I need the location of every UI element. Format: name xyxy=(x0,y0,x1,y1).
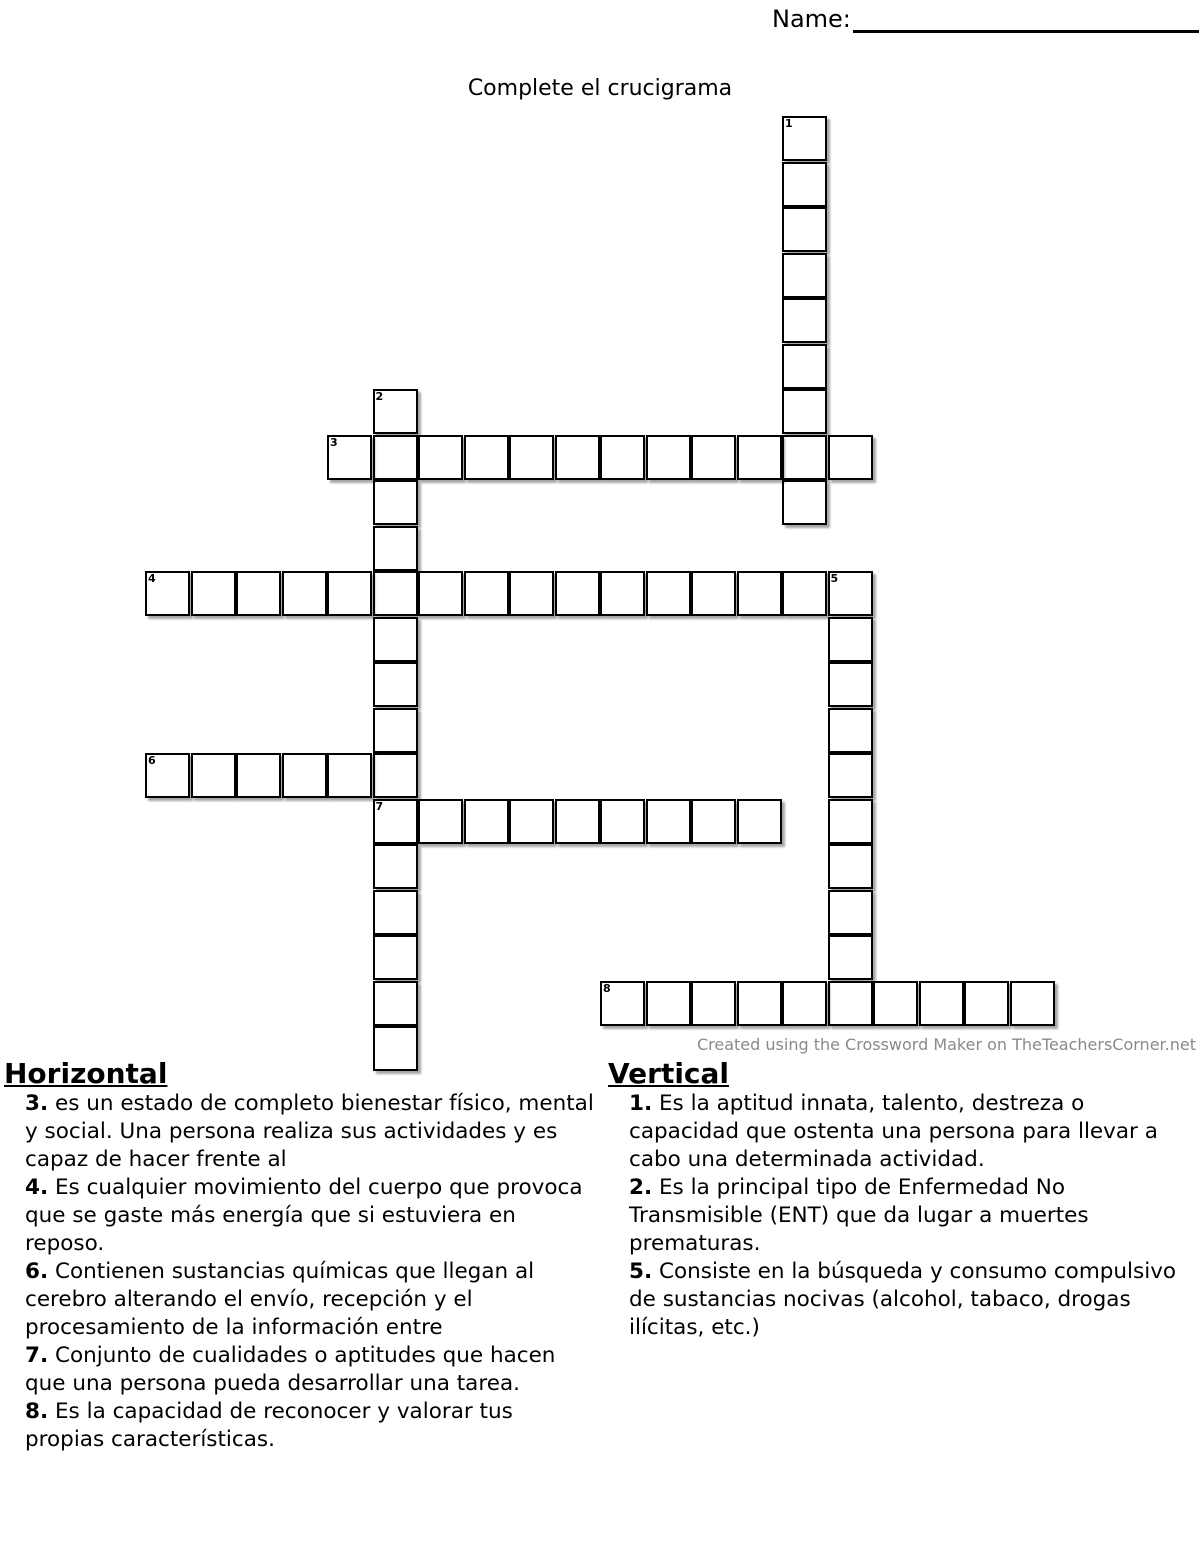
crossword-cell[interactable] xyxy=(418,571,463,616)
crossword-cell[interactable] xyxy=(691,435,736,480)
crossword-cell[interactable] xyxy=(782,435,827,480)
crossword-cell[interactable] xyxy=(555,435,600,480)
crossword-cell[interactable] xyxy=(464,571,509,616)
page-title: Complete el crucigrama xyxy=(467,76,733,101)
crossword-cell[interactable] xyxy=(782,571,827,616)
clue-across-4 xyxy=(4,1174,594,1258)
clue-number-label: 4 xyxy=(148,572,156,585)
crossword-cell[interactable] xyxy=(782,344,827,389)
crossword-cell[interactable] xyxy=(737,435,782,480)
crossword-cell[interactable] xyxy=(282,753,327,798)
crossword-cell[interactable] xyxy=(464,435,509,480)
crossword-cell[interactable] xyxy=(191,571,236,616)
crossword-cell[interactable] xyxy=(691,981,736,1026)
clue-text: Es la aptitud innata, talento, destreza o capacidad que ostenta una persona para llevar a cabo una determinada actividad. xyxy=(629,1091,1158,1172)
clue-text: Contienen sustancias químicas que llegan al cerebro alterando el envío, recepción y el procesamiento de la información entre xyxy=(25,1259,535,1340)
crossword-cell[interactable] xyxy=(646,799,691,844)
crossword-cell[interactable] xyxy=(373,844,418,889)
crossword-cell[interactable] xyxy=(782,116,827,161)
crossword-cell[interactable] xyxy=(828,844,873,889)
crossword-cell[interactable] xyxy=(373,389,418,434)
crossword-cell[interactable] xyxy=(646,981,691,1026)
crossword-cell[interactable] xyxy=(782,298,827,343)
crossword-cell[interactable] xyxy=(373,662,418,707)
clue-number-label: 1 xyxy=(785,117,793,130)
crossword-cell[interactable] xyxy=(828,890,873,935)
crossword-cell[interactable] xyxy=(373,708,418,753)
crossword-cell[interactable] xyxy=(555,571,600,616)
clue-number-label: 2 xyxy=(375,390,384,403)
clue-number: 8. xyxy=(25,1399,49,1424)
crossword-cell[interactable] xyxy=(828,571,873,616)
crossword-cell[interactable] xyxy=(964,981,1009,1026)
crossword-cell[interactable] xyxy=(145,753,190,798)
clue-text: Es la principal tipo de Enfermedad No Transmisible (ENT) que da lugar a muertes prematuras. xyxy=(629,1175,1089,1256)
clue-number: 5. xyxy=(629,1259,653,1284)
crossword-cell[interactable] xyxy=(600,435,645,480)
clue-across-3 xyxy=(4,1090,594,1174)
crossword-cell[interactable] xyxy=(828,435,873,480)
crossword-cell[interactable] xyxy=(691,571,736,616)
crossword-cell[interactable] xyxy=(737,571,782,616)
crossword-cell[interactable] xyxy=(646,571,691,616)
clue-down-1 xyxy=(608,1090,1198,1174)
clue-number-label: 5 xyxy=(830,572,839,585)
crossword-cell[interactable] xyxy=(828,708,873,753)
crossword-cell[interactable] xyxy=(509,799,554,844)
clue-down-2 xyxy=(608,1174,1198,1258)
crossword-cell[interactable] xyxy=(1010,981,1055,1026)
crossword-cell[interactable] xyxy=(373,526,418,571)
crossword-cell[interactable] xyxy=(327,753,372,798)
name-label: Name: xyxy=(772,5,851,33)
crossword-cell[interactable] xyxy=(418,799,463,844)
crossword-cell[interactable] xyxy=(509,435,554,480)
crossword-cell[interactable] xyxy=(236,571,281,616)
crossword-cell[interactable] xyxy=(828,617,873,662)
crossword-cell[interactable] xyxy=(373,935,418,980)
crossword-cell[interactable] xyxy=(600,571,645,616)
clue-text: Consiste en la búsqueda y consumo compulsivo de sustancias nocivas (alcohol, tabaco, drogas ilícitas, etc.) xyxy=(629,1259,1177,1340)
crossword-cell[interactable] xyxy=(782,207,827,252)
clue-down-5 xyxy=(608,1258,1198,1342)
credit-text: Created using the Crossword Maker on TheTeachersCorner.net xyxy=(696,1035,1196,1054)
horizontal-clues xyxy=(4,1058,594,1454)
crossword-cell[interactable] xyxy=(145,571,190,616)
crossword-cell[interactable] xyxy=(373,981,418,1026)
crossword-cell[interactable] xyxy=(373,435,418,480)
horizontal-heading: Horizontal xyxy=(4,1057,168,1090)
crossword-cell[interactable] xyxy=(555,799,600,844)
clue-number: 7. xyxy=(25,1343,49,1368)
crossword-cell[interactable] xyxy=(737,981,782,1026)
crossword-cell[interactable] xyxy=(919,981,964,1026)
crossword-cell[interactable] xyxy=(691,799,736,844)
clue-text: Es cualquier movimiento del cuerpo que provoca que se gaste más energía que si estuviera en reposo. xyxy=(25,1175,583,1256)
vertical-clues xyxy=(608,1058,1198,1342)
crossword-cell[interactable] xyxy=(509,571,554,616)
vertical-heading: Vertical xyxy=(608,1057,730,1090)
crossword-cell[interactable] xyxy=(828,935,873,980)
clue-across-6 xyxy=(4,1258,594,1342)
crossword-cell[interactable] xyxy=(873,981,918,1026)
crossword-cell[interactable] xyxy=(373,480,418,525)
crossword-cell[interactable] xyxy=(282,571,327,616)
crossword-cell[interactable] xyxy=(828,981,873,1026)
clue-number: 6. xyxy=(25,1259,49,1284)
crossword-cell[interactable] xyxy=(737,799,782,844)
clue-text: es un estado de completo bienestar físico, mental y social. Una persona realiza sus actividades y es capaz de hacer frente al xyxy=(25,1091,594,1172)
crossword-cell[interactable] xyxy=(373,617,418,662)
crossword-cell[interactable] xyxy=(828,799,873,844)
crossword-cell[interactable] xyxy=(600,799,645,844)
crossword-cell[interactable] xyxy=(373,753,418,798)
crossword-cell[interactable] xyxy=(782,981,827,1026)
crossword-cell[interactable] xyxy=(373,571,418,616)
clue-number: 4. xyxy=(25,1175,49,1200)
clue-across-7 xyxy=(4,1342,594,1398)
clue-number: 1. xyxy=(629,1091,653,1116)
crossword-cell[interactable] xyxy=(828,662,873,707)
crossword-cell[interactable] xyxy=(373,799,418,844)
crossword-cell[interactable] xyxy=(464,799,509,844)
crossword-cell[interactable] xyxy=(646,435,691,480)
clue-number-label: 6 xyxy=(148,754,156,767)
clue-number-label: 7 xyxy=(375,799,384,813)
crossword-cell[interactable] xyxy=(782,162,827,207)
clue-text: Conjunto de cualidades o aptitudes que hacen que una persona pueda desarrollar una tarea. xyxy=(25,1343,556,1396)
crossword-cell[interactable] xyxy=(782,480,827,525)
clue-number-label: 3 xyxy=(330,435,338,449)
clue-across-8 xyxy=(4,1398,594,1454)
crossword-cell[interactable] xyxy=(327,435,372,480)
crossword-cell[interactable] xyxy=(828,753,873,798)
crossword-cell[interactable] xyxy=(782,253,827,298)
crossword-cell[interactable] xyxy=(418,435,463,480)
clue-number-label: 8 xyxy=(603,981,611,995)
clue-text: Es la capacidad de reconocer y valorar tus propias características. xyxy=(25,1399,513,1452)
clue-number: 3. xyxy=(25,1091,49,1116)
crossword-cell[interactable] xyxy=(191,753,236,798)
clue-number: 2. xyxy=(629,1175,653,1200)
crossword-cell[interactable] xyxy=(782,389,827,434)
crossword-cell[interactable] xyxy=(236,753,281,798)
crossword-cell[interactable] xyxy=(327,571,372,616)
crossword-cell[interactable] xyxy=(600,981,645,1026)
crossword-cell[interactable] xyxy=(373,890,418,935)
